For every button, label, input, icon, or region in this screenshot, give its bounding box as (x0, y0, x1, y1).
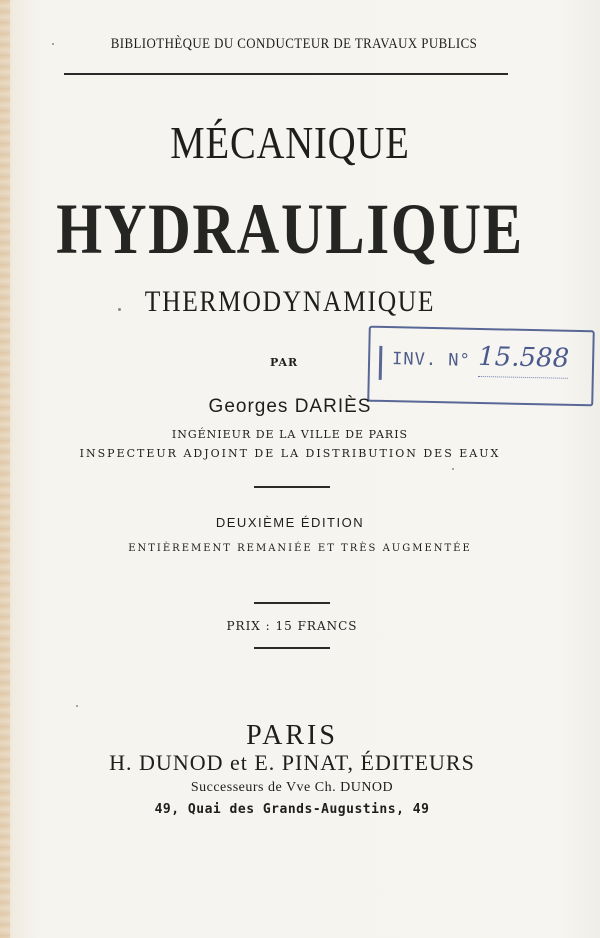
paper-speck (118, 308, 121, 311)
title-line-1: MÉCANIQUE (170, 117, 410, 168)
divider-rule (254, 486, 330, 488)
address: 49, Quai des Grands-Augustins, 49 (154, 802, 430, 817)
successors: Successeurs de Vve Ch. DUNOD (190, 780, 394, 795)
stamp-dotted-line (478, 376, 568, 379)
paper-speck (452, 468, 454, 470)
author-role-1: INGÉNIEUR DE LA VILLE DE PARIS (171, 428, 409, 441)
inventory-stamp (367, 326, 595, 407)
city: PARIS (246, 720, 338, 751)
stamp-number: 15.588 (477, 341, 570, 374)
title-line-2: HYDRAULIQUE (56, 189, 524, 269)
paper-speck (76, 705, 78, 707)
series-title: BIBLIOTHÈQUE DU CONDUCTEUR DE TRAVAUX PUBLICS (110, 36, 478, 52)
price: PRIX : 15 FRANCS (226, 619, 358, 633)
author-first-name: Georges (208, 396, 289, 417)
price-rule-bottom (254, 647, 330, 649)
top-rule (64, 73, 508, 75)
stamp-bar (379, 346, 383, 380)
by-label: PAR (270, 356, 299, 369)
stamp-label: INV. N° (391, 349, 471, 371)
page-edge-stain (0, 0, 10, 938)
price-rule-top (254, 602, 330, 604)
publisher: H. DUNOD et E. PINAT, ÉDITEURS (109, 750, 475, 775)
edition: DEUXIÈME ÉDITION (215, 515, 365, 530)
paper-speck (52, 43, 54, 45)
title-line-3: THERMODYNAMIQUE (144, 285, 436, 318)
edition-note: ENTIÈREMENT REMANIÉE ET TRÈS AUGMENTÉE (128, 543, 472, 554)
author-last-name: DARIÈS (294, 396, 372, 417)
author-name (0, 396, 580, 418)
author-role-2: INSPECTEUR ADJOINT DE LA DISTRIBUTION DES EAUX (79, 447, 501, 460)
